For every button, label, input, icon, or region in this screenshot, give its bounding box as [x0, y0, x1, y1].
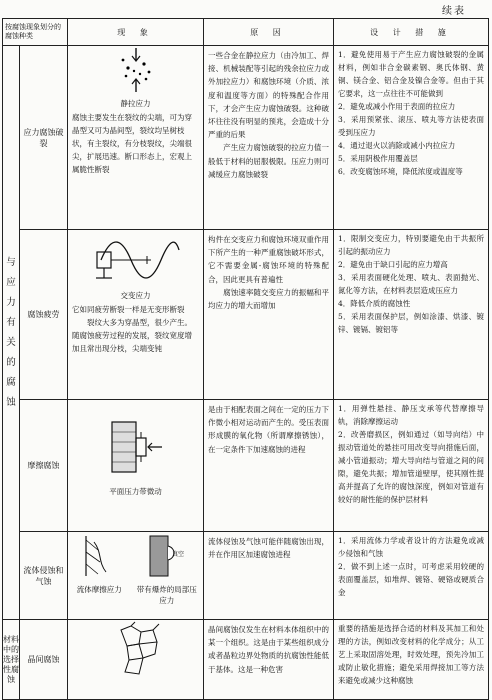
measure-item: 5．采用表面保护层，例如涂漆、烘漆、镀锌、镀镉、镀铝等: [338, 312, 484, 334]
cause-text: 是由于相配表面之间在一定的压力下作微小相对运动而产生的。受压表面形成膜的氧化物（所谓摩擦锈蚀），在一定条件下加速腐蚀的进程: [204, 400, 334, 532]
measure-item: 1．避免使用易于产生应力腐蚀破裂的金属材料，例如非合金碳素钢、奥氏体钢、黄铜、镁合金、铝合金及镍合金等。但由于其它要求，这一点往往不可能做到: [338, 50, 484, 98]
cause-text: 构件在交变应力和腐蚀环境双重作用下所产生的一种严重腐蚀破坏形式，它不需要金属-腐蚀环境的特殊配合，因此更具有普遍性 腐蚀速率随交变应力的振幅和平均应力的增大而增加: [204, 230, 334, 400]
header-cause: 原 因: [204, 19, 334, 46]
outer-group-selective: 材料中的选择性腐蚀: [3, 620, 20, 700]
measures-cell: [334, 46, 489, 230]
measures-cell: [334, 230, 489, 400]
figure-caption: 静拉应力: [120, 99, 151, 108]
phenomenon-text: 腐蚀主要发生在裂纹的尖端，可为穿晶型又可为晶间型，裂纹均呈树枝状，有主裂纹，有分枝裂纹，尖端很尖，扩展迅速。断口形态上，宏观上属脆性断裂: [72, 113, 192, 174]
phenomenon-cell: [68, 230, 204, 400]
continued-note: 续表: [442, 6, 466, 17]
measure-item: 1．采用流体力学或者设计的方法避免或减少侵蚀和气蚀: [338, 536, 484, 558]
measures-cell: [334, 532, 489, 620]
measure-item: 2．避免由于缺口引起的应力增高: [338, 260, 448, 269]
header-phenomenon: 现 象: [68, 19, 204, 46]
measure-item: 5．采用阴极作用覆盖层: [338, 154, 418, 163]
phenomenon-text: 它如同疲劳断裂一样是无变形断裂 裂纹大多为穿晶型，很少产生。随腐蚀疲劳过程的发展，裂纹宽度增加且常出现分枝，尖端变钝: [72, 305, 192, 353]
stress-diagram: [68, 46, 203, 109]
measure-item: 4．降低介质的腐蚀性: [338, 299, 411, 308]
kind-stress-corrosion: 应力腐蚀破裂: [20, 46, 68, 230]
measure-item: 4．通过退火以消除或减小内拉应力: [338, 141, 456, 150]
phenomenon-cell: [68, 532, 204, 620]
measure-item: 重要的措施是选择合适的材料及其加工和处理的方法，例如改变材料的化学成分；从工艺上采取固溶处理，时效处理，预先冷加工或防止敏化措施；避免采用焊接加工等方法来避免或减少这种腐蚀: [338, 624, 484, 685]
outer-group-stress: 与 应 力 有 关 的 腐 蚀: [3, 46, 20, 620]
kind-fretting-corrosion: 摩擦腐蚀: [20, 400, 68, 532]
cause-text: 流体侵蚀及气蚀可能伴随腐蚀出现，并在作用区加速腐蚀进程: [204, 532, 334, 620]
measures-cell: [334, 620, 489, 700]
measure-item: 2．避免或减小作用于表面的拉应力: [338, 102, 456, 111]
measure-item: 2．做不到上述一点时，可考虑采用较硬的表面覆盖层，如堆焊、镀铬、硬铬或硬质合金: [338, 562, 484, 597]
kind-intergranular: 晶间腐蚀: [20, 620, 68, 700]
measure-item: 1．用弹性悬挂、静压支承等代替摩擦导轨，消除摩擦运动: [338, 404, 484, 426]
figure-caption-right: 带有爆炸的局部压应力: [136, 585, 197, 605]
cause-text: 一些合金在静拉应力（由冷加工、焊接、机械装配等引起的残余拉应力或外加拉应力）和腐蚀环境（介质、浓度和温度等方面）的特殊配合作用下，才会产生应力腐蚀破裂。这种破坏往往没有明显的预兆，会造成十分严重的后果 产生应力腐蚀破裂的拉应力值一般低于材料的屈服极限。压应力则可减缓应力腐蚀破裂: [204, 46, 334, 230]
measure-item: 2．改善磨损区，例如通过（如导向结）中振动管道处的悬挂可用改变导向措施后面，减小管道振动；增大导向结与管道之间的间隙，避免共振；增加管道壁厚，使其刚性提高并提高了允许的腐蚀深度，例如对管道有较好的耐性能的保护层材料: [338, 430, 484, 504]
phenomenon-cell: [68, 46, 204, 230]
figure-caption: 交变应力: [120, 291, 151, 300]
figure-caption-left: 流体摩擦应力: [76, 585, 122, 594]
phenomenon-cell: [68, 620, 204, 700]
figure-caption: 平面压力带微动: [109, 487, 162, 496]
intergranular-diagram: [68, 620, 203, 684]
svg-text:真空: 真空: [171, 551, 184, 558]
header-category: 按腐蚀现象划分的腐蚀种类: [3, 19, 68, 46]
cause-text: 晶间腐蚀仅发生在材料本体组织中的某一个组织。这是由于某些组织成分或者晶粒边界处物质的抗腐蚀性能低于基体。这是一种危害: [204, 620, 334, 700]
alternating-stress-diagram: [68, 230, 203, 301]
measure-item: 3．采用预紧张、滚压、喷丸等方法使表面受到压应力: [338, 115, 484, 137]
measure-item: 6．改变腐蚀环境，降低浓度或温度等: [338, 167, 463, 176]
measure-item: 3．采用表面硬化处理、喷丸、表面抛光、氮化等方法，在材料表层造成压应力: [338, 273, 484, 295]
header-measures: 设 计 措 施: [334, 19, 489, 46]
erosion-diagram: [68, 532, 203, 584]
fretting-diagram: [68, 412, 203, 497]
phenomenon-cell: [68, 400, 204, 532]
measure-item: 1．限制交变应力，特别要避免由于共振所引起的振动应力: [338, 234, 484, 256]
kind-corrosion-fatigue: 腐蚀疲劳: [20, 230, 68, 400]
corrosion-table: [2, 18, 489, 700]
measures-cell: [334, 400, 489, 532]
kind-erosion-cavitation: 流体侵蚀和气蚀: [20, 532, 68, 620]
